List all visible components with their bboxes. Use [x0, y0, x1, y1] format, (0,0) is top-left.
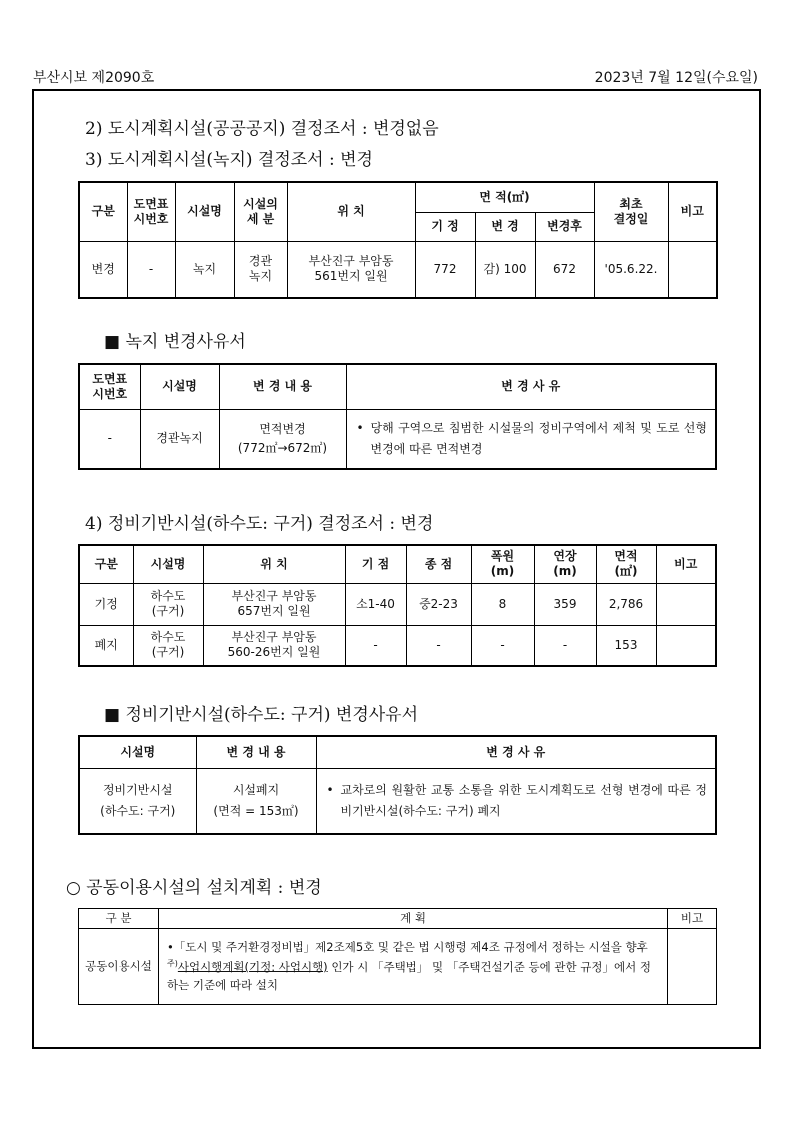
col-gubun: 구분 — [79, 182, 127, 241]
cell-map-no: - — [79, 409, 140, 469]
infra-decision-table — [78, 544, 717, 667]
heading-infra-decision: 4) 정비기반시설(하수도: 구거) 결정조서 : 변경 — [85, 514, 434, 534]
col-end: 종 점 — [406, 545, 471, 583]
col-detail: 시설의 세 분 — [234, 182, 287, 241]
reason-text: 교차로의 원활한 교통 소통을 위한 도시계획도로 선형 변경에 따른 정비기반시설(하수도: 구거) 폐지 — [340, 783, 707, 818]
table-row — [79, 241, 717, 298]
col-width: 폭원 (m) — [471, 545, 534, 583]
heading-common-facility: ○ 공동이용시설의 설치계획 : 변경 — [66, 878, 322, 898]
table-row — [79, 929, 717, 1005]
col-facility: 시설명 — [133, 545, 203, 583]
footnote-mark: 주) — [167, 958, 178, 968]
cell-area: 2,786 — [596, 583, 656, 625]
cell-note — [668, 929, 717, 1005]
col-change: 변 경 — [475, 212, 535, 241]
col-area: 면 적(㎡) — [415, 182, 594, 212]
col-length: 연장 (m) — [534, 545, 596, 583]
cell-change: 감) 100 — [475, 241, 535, 298]
col-facility: 시설명 — [175, 182, 234, 241]
cell-facility: 하수도 (구거) — [133, 625, 203, 666]
cell-start: 소1-40 — [345, 583, 406, 625]
bulletin-issue: 부산시보 제2090호 — [33, 70, 155, 86]
col-location: 위 치 — [203, 545, 345, 583]
bullet-icon: • — [356, 421, 364, 436]
heading-infra-reason: ■ 정비기반시설(하수도: 구거) 변경사유서 — [104, 705, 419, 725]
cell-reason — [316, 768, 716, 834]
col-note: 비고 — [656, 545, 716, 583]
col-note: 비고 — [668, 182, 717, 241]
green-decision-table — [78, 181, 718, 299]
heading-green-reason: ■ 녹지 변경사유서 — [104, 332, 246, 352]
reason-text: 당해 구역으로 침범한 시설물의 정비구역에서 제척 및 도로 선형 변경에 따른 면적변경 — [370, 421, 707, 456]
cell-content: 면적변경 (772㎡→672㎡) — [219, 409, 346, 469]
cell-note — [656, 625, 716, 666]
heading-green-decision: 3) 도시계획시설(녹지) 결정조서 : 변경 — [85, 150, 373, 170]
table-row — [79, 768, 716, 834]
cell-first-date: '05.6.22. — [594, 241, 668, 298]
cell-map-no: - — [127, 241, 175, 298]
cell-plan — [159, 929, 668, 1005]
cell-facility: 하수도 (구거) — [133, 583, 203, 625]
col-after: 변경후 — [535, 212, 594, 241]
cell-width: - — [471, 625, 534, 666]
table-row — [79, 625, 716, 666]
table-row — [79, 583, 716, 625]
heading-public-space: 2) 도시계획시설(공공공지) 결정조서 : 변경없음 — [85, 119, 439, 139]
col-content: 변 경 내 용 — [219, 364, 346, 409]
plan-text: •「도시 및 주거환경정비법」제2조제5호 및 같은 법 시행령 제4조 규정에서 정하는 시설을 향후 — [167, 939, 648, 954]
cell-facility: 정비기반시설 (하수도: 구거) — [79, 768, 196, 834]
table-row — [79, 409, 716, 469]
cell-gubun: 기정 — [79, 583, 133, 625]
plan-text-rest: 인가 시 「주택법」 및 「주택건설기준 등에 관한 규정」에서 정하는 기준에 따라 설치 — [167, 959, 651, 993]
col-map-no: 도면표 시번호 — [127, 182, 175, 241]
bulletin-date: 2023년 7월 12일(수요일) — [594, 70, 758, 86]
cell-note — [668, 241, 717, 298]
cell-gubun: 폐지 — [79, 625, 133, 666]
cell-gubun: 공동이용시설 — [79, 929, 159, 1005]
col-map-no: 도면표 시번호 — [79, 364, 140, 409]
common-facility-table — [78, 908, 717, 1005]
cell-after: 672 — [535, 241, 594, 298]
cell-end: 중2-23 — [406, 583, 471, 625]
col-facility: 시설명 — [140, 364, 219, 409]
bullet-icon: • — [326, 783, 334, 798]
cell-facility: 경관녹지 — [140, 409, 219, 469]
col-plan: 계 획 — [159, 909, 668, 929]
col-area: 면적 (㎡) — [596, 545, 656, 583]
plan-underlined-text: 사업시행계획(기정: 사업시행) — [177, 959, 328, 974]
cell-width: 8 — [471, 583, 534, 625]
col-note: 비고 — [668, 909, 717, 929]
col-facility: 시설명 — [79, 736, 196, 768]
green-reason-table — [78, 363, 717, 470]
col-gubun: 구분 — [79, 545, 133, 583]
cell-existing: 772 — [415, 241, 475, 298]
col-location: 위 치 — [287, 182, 415, 241]
col-first-date: 최초 결정일 — [594, 182, 668, 241]
infra-reason-table — [78, 735, 717, 835]
col-gubun: 구 분 — [79, 909, 159, 929]
cell-detail: 경관 녹지 — [234, 241, 287, 298]
cell-length: 359 — [534, 583, 596, 625]
cell-note — [656, 583, 716, 625]
col-content: 변 경 내 용 — [196, 736, 316, 768]
cell-location: 부산진구 부암동 560-26번지 일원 — [203, 625, 345, 666]
cell-reason — [346, 409, 716, 469]
cell-area: 153 — [596, 625, 656, 666]
cell-length: - — [534, 625, 596, 666]
cell-content: 시설폐지 (면적 = 153㎡) — [196, 768, 316, 834]
cell-end: - — [406, 625, 471, 666]
cell-facility: 녹지 — [175, 241, 234, 298]
cell-location: 부산진구 부암동 657번지 일원 — [203, 583, 345, 625]
col-reason: 변 경 사 유 — [316, 736, 716, 768]
col-reason: 변 경 사 유 — [346, 364, 716, 409]
cell-start: - — [345, 625, 406, 666]
cell-location: 부산진구 부암동 561번지 일원 — [287, 241, 415, 298]
col-existing: 기 정 — [415, 212, 475, 241]
col-start: 기 점 — [345, 545, 406, 583]
cell-gubun: 변경 — [79, 241, 127, 298]
